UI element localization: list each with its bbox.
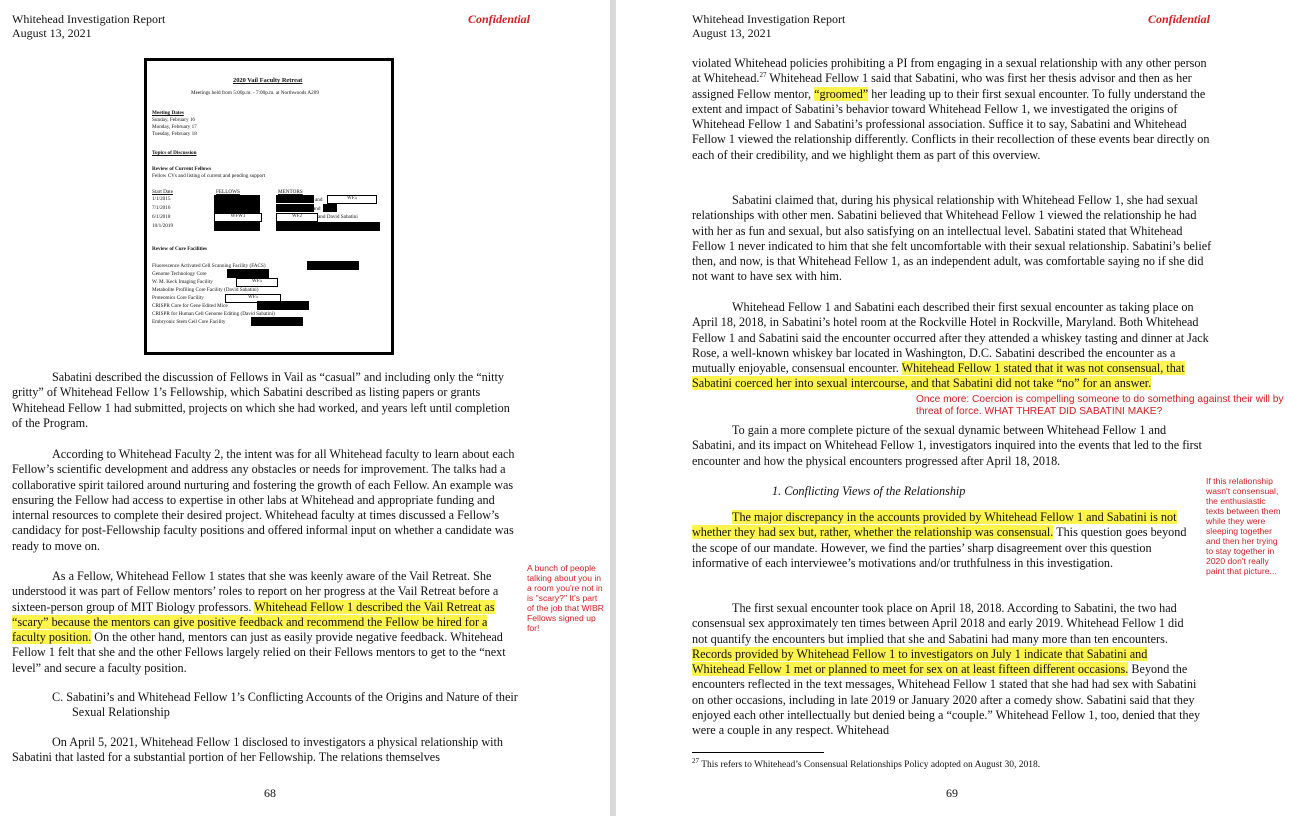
retreat-agenda-image [144, 58, 394, 355]
meeting-dates-heading: Meeting Dates [152, 110, 184, 116]
redaction [251, 317, 303, 326]
highlight-vail-scary: Whitehead Fellow 1 described the Vail Retreat as “scary” because the mentors can give positive feedback and recommend the Fellow be hired for a faculty position. [12, 599, 495, 645]
retreat-title: 2020 Vail Faculty Retreat [233, 77, 303, 84]
start-date-3: 6/1/2018 [152, 214, 171, 220]
paragraph-casual: Sabatini described the discussion of Fellows in Vail as “casual” and including only the “nitty gritty” of Whitehead Fellow 1’s Fellowship, which Sabatini described as listing papers or grants Whitehead Fellow 1 had submitted, projects on which she had worked, and years left until completion of the Program. [12, 370, 510, 430]
paragraph-april-5: On April 5, 2021, Whitehead Fellow 1 disclosed to investigators a physical relationship with Sabatini that lasted for a substantial portion of her Fellowship. The relations themselves [12, 735, 503, 765]
core-wf5-a: WF5 [236, 278, 278, 287]
margin-note-texts: If this relationship wasn't consensual, the enthusiastic texts between them while they were sleeping together and then her trying to stay together in 2020 don't really paint that picture... [1206, 476, 1281, 576]
core-2: Genome Technology Core [152, 271, 207, 277]
p1-text-c: her leading up to their first sexual encounter. To fully understand the extent and impact of Sabatini’s behavior toward Whitehead Fellow 1, we investigated the origins of Whitehead Fellow 1 and Sabatini’s professional association. Suffice it to say, Sabatini and Whitehead Fellow 1 viewed the relationship differently. Conflicts in their recollection of these events bear directly on each of their credibility, and we highlight them as part of this overview. [692, 86, 1210, 162]
footnote-27 [692, 756, 1041, 771]
para3-text-b: On the other hand, mentors can just as easily provide negative feedback. Whitehead Fellow 1 felt that she and the other Fellows largely relied on their Fellows mentors to get to the “next level” and secure a faculty position. [12, 630, 506, 675]
core-6: CRISPR Core for Gene Edited Mice [152, 303, 228, 309]
col-mentors: MENTORS [278, 189, 303, 195]
redaction [227, 269, 269, 278]
p6-text-a: The first sexual encounter took place on April 18, 2018. According to Sabatini, the two had consensual sex approximately ten times between April 2018 and early 2019. Whitehead Fellow 1 did not quantify the encounters but implied that she and Sabatini had many more than ten encounters. [692, 601, 1184, 646]
core-3: W. M. Keck Imaging Facility [152, 279, 213, 285]
redaction [257, 301, 309, 310]
redaction [276, 195, 314, 203]
col-fellows: FELLOWS [216, 189, 240, 195]
p6-text-b: Beyond the encounters reflected in the text messages, Whitehead Fellow 1 stated that she had had sex with Sabatini on other occasions, including in late 2019 or January 2020 after a comedy show. Sabatini said that they enjoyed each other intellectually but denied being a “couple.” Whitehead Fellow 1, too, denied that they were a couple in any respect. Whitehead [692, 662, 1201, 738]
date-1: Sunday, February 16 [152, 117, 196, 123]
redaction [214, 195, 260, 204]
review-fellows-heading: Review of Current Fellows [152, 166, 212, 172]
paragraph-faculty-2: According to Whitehead Faculty 2, the intent was for all Whitehead faculty to learn about each Fellow’s scientific development and address any obstacles or needs for improvement. The talks had a collaborative spirit tailored around nurturing and fostering the growth of each Fellow. An example was ensuring the Fellow had access to expertise in other labs at Whitehead and appropriate funding and internal resources to complete their desired project. Whitehead faculty at times discussed a Fellow’s candidacy for post-Fellowship faculty positions and offered informal input on whether a candidate was ready to move on. [12, 447, 515, 553]
mentor-wf5: WF5 [327, 195, 377, 204]
core-8: Embryonic Stem Cell Core Facility [152, 319, 226, 325]
fellow-wfw1: WFW1 [214, 213, 262, 222]
redaction [323, 204, 337, 212]
highlight-not-consensual: Whitehead Fellow 1 stated that it was not consensual, that Sabatini coerced her into sexual intercourse, and that Sabatini did not take “no” for an answer. [692, 361, 1185, 391]
start-date-4: 10/1/2019 [152, 223, 174, 229]
section-c-heading: C. Sabatini’s and Whitehead Fellow 1’s Conflicting Accounts of the Origins and Nature of their Sexual Relationship [52, 690, 518, 720]
redaction [214, 204, 260, 213]
margin-note-scary: A bunch of people talking about you in a room you're not in is "scary?" It's part of the job that WIBR Fellows signed up for! [527, 563, 604, 633]
report-date: August 13, 2021 [12, 26, 92, 40]
redaction [214, 222, 260, 231]
review-fellows-text: Fellow CVs and listing of current and pending support [152, 173, 266, 179]
retreat-meetings: Meetings held from 5:00p.m. - 7:00p.m. at Northwoods A209 [191, 90, 319, 96]
core-4: Metabolite Profiling Core Facility (David Sabatini) [152, 287, 259, 293]
core-heading: Review of Core Facilities [152, 246, 208, 252]
and-label-2: and [313, 206, 321, 212]
highlight-discrepancy: The major discrepancy in the accounts provided by Whitehead Fellow 1 and Sabatini is not whether they had sex but, rather, whether the relationship was consensual. [692, 510, 1177, 540]
page-69 [616, 0, 1289, 816]
core-7: CRISPR for Human Cell Genome Editing (David Sabatini) [152, 311, 275, 317]
paragraph-complete-picture: To gain a more complete picture of the sexual dynamic between Whitehead Fellow 1 and Sabatini, and its impact on Whitehead Fellow 1, investigators inquired into the events that led to the first encounter and how the physical encounters progressed after April 18, 2018. [692, 423, 1202, 468]
report-title: Whitehead Investigation Report [12, 12, 166, 26]
confidential-label: Confidential [468, 12, 531, 26]
paragraph-first-encounter [692, 300, 1212, 392]
p1-text-b: Whitehead Fellow 1 said that Sabatini, who was first her thesis advisor and then as her assigned Fellow mentor, [692, 71, 1192, 101]
page-68 [0, 0, 610, 816]
footnote-ref-27: 27 [759, 71, 767, 80]
redaction [276, 204, 314, 212]
mentor-wf2: WF2 [276, 213, 318, 222]
page-number-69: 69 [946, 786, 958, 800]
topics-heading: Topics of Discussion [152, 150, 197, 156]
p3-text-a: Whitehead Fellow 1 and Sabatini each described their first sexual encounter as taking place on April 18, 2018, in Sabatini’s hotel room at the Rockville Hotel in Rockville, Maryland. Both Whitehead Fellow 1 and Sabatini said the encounter occurred after they attended a whiskey tasting and dinner at Jack Rose, a well-known whiskey bar located in Washington, D.C. Sabatini described the encounter as a mutually enjoyable, consensual encounter. [692, 300, 1209, 376]
redaction [307, 261, 359, 270]
heading-conflicting-views: 1. Conflicting Views of the Relationship [772, 484, 966, 498]
start-date-2: 7/1/2016 [152, 205, 171, 211]
report-date: August 13, 2021 [692, 26, 772, 40]
para3-text-a: As a Fellow, Whitehead Fellow 1 states that she was keenly aware of the Vail Retreat. She understood it was part of Fellow mentors’ roles to report on her progress at the Vail Retreat before a sixteen-person group of MIT Biology professors. [12, 569, 499, 614]
report-header [12, 12, 165, 40]
core-1: Fluorescence Activated Cell Scanning Facility (FACS) [152, 263, 266, 269]
paragraph-sabatini-claimed: Sabatini claimed that, during his physical relationship with Whitehead Fellow 1, she had sexual relationships with other men. Sabatini believed that Whitehead Fellow 1 viewed the relationship he had with her as fun and sexual, but also satisfying on an intellectual level. Sabatini stated that Whitehead Fellow 1 never indicated to him that she felt uncomfortable with their sexual relationship. Sabatini’s belief then, and now, is that Whitehead Fellow 1, as an independent adult, was comfortable saying no if she did not want to have sex with him. [692, 193, 1212, 284]
p5-text-b: This question goes beyond the scope of our mandate. However, we find the parties’ sharp disagreement over this question informative of each interviewee’s motivations and/or truthfulness in this investigation. [692, 525, 1187, 570]
date-3: Tuesday, February 18 [152, 131, 197, 137]
confidential-label: Confidential [1148, 12, 1211, 26]
highlight-groomed: “groomed” [814, 86, 869, 101]
page-number-68: 68 [264, 786, 276, 800]
start-date-1: 1/1/2015 [152, 196, 171, 202]
margin-note-coercion: Once more: Coercion is compelling someone to do something against their will by threat of force. WHAT THREAT DID SABATINI MAKE? [916, 394, 1284, 417]
redaction [276, 222, 380, 231]
core-wf5-b: WF5 [225, 294, 281, 303]
footnote-rule [692, 752, 824, 753]
report-title: Whitehead Investigation Report [692, 12, 846, 26]
paragraph-encounter-count [692, 601, 1202, 739]
footnote-number: 27 [692, 756, 699, 765]
date-2: Monday, February 17 [152, 124, 197, 130]
paragraph-major-discrepancy [692, 510, 1202, 571]
core-5: Proteomics Core Facility [152, 295, 204, 301]
p1-text-a: violated Whitehead policies prohibiting a PI from engaging in a sexual relationship with any other person at Whitehead. [692, 56, 1207, 86]
paragraph-vail-scary [12, 569, 524, 676]
and-label-1: and [315, 197, 323, 203]
highlight-fifteen-occasions: Records provided by Whitehead Fellow 1 to investigators on July 1 indicate that Sabatini and Whitehead Fellow 1 met or planned to meet for sex on at least fifteen different occasions. [692, 646, 1148, 677]
report-header [692, 12, 845, 40]
paragraph-groomed [692, 56, 1212, 163]
and-david-sabatini: and David Sabatini [318, 214, 358, 220]
footnote-text: This refers to Whitehead’s Consensual Relationships Policy adopted on August 30, 2018. [699, 760, 1041, 770]
col-start-date: Start Date [152, 189, 173, 195]
